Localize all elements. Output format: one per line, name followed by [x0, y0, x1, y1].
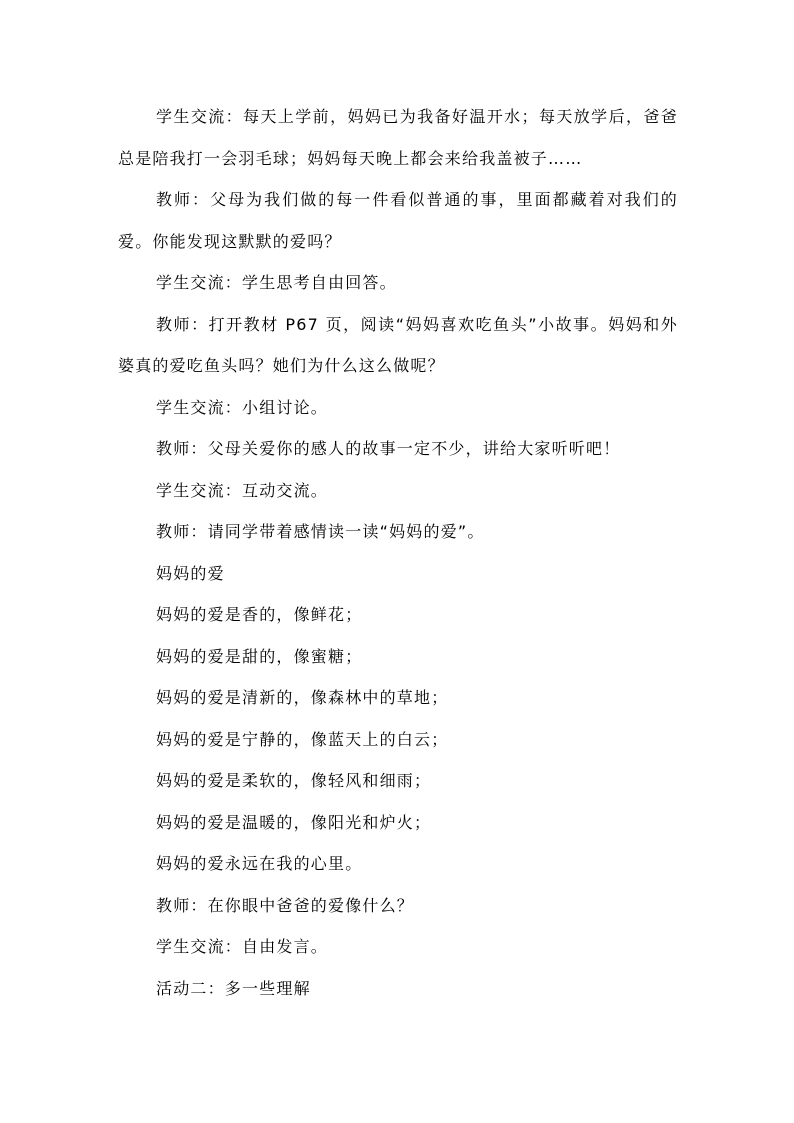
- paragraph-student-exchange-1: 学生交流：每天上学前，妈妈已为我备好温开水；每天放学后，爸爸总是陪我打一会羽毛球；妈妈每天晚上都会来给我盖被子……: [118, 107, 678, 168]
- poem-line-4: 妈妈的爱是宁静的，像蓝天上的白云；: [156, 729, 449, 749]
- paragraph-student-exchange-2: 学生交流：学生思考自由回答。: [156, 273, 397, 292]
- paragraph-student-exchange-4: 学生交流：互动交流。: [156, 480, 329, 500]
- paragraph-teacher-1: 教师：父母为我们做的每一件看似普通的事，里面都藏着对我们的爱。你能发现这默默的爱吗？: [118, 190, 678, 251]
- paragraph-teacher-4: 教师：请同学带着感情读一读“妈妈的爱”。: [156, 522, 485, 541]
- paragraph-teacher-2: 教师：打开教材 P67 页，阅读“妈妈喜欢吃鱼头”小故事。妈妈和外婆真的爱吃鱼头吗？她们为什么这么做呢？: [118, 314, 678, 375]
- poem-line-1: 妈妈的爱是香的，像鲜花；: [156, 605, 363, 624]
- activity-heading: 活动二：多一些理解: [156, 978, 311, 998]
- poem-line-7: 妈妈的爱永远在我的心里。: [156, 854, 363, 873]
- paragraph-teacher-3: 教师：父母关爱你的感人的故事一定不少，讲给大家听听吧！: [156, 439, 621, 458]
- paragraph-teacher-5: 教师：在你眼中爸爸的爱像什么？: [156, 895, 415, 915]
- paragraph-student-exchange-3: 学生交流：小组讨论。: [156, 397, 329, 417]
- poem-line-3: 妈妈的爱是清新的，像森林中的草地；: [156, 688, 449, 707]
- poem-line-2: 妈妈的爱是甜的，像蜜糖；: [156, 646, 363, 666]
- paragraph-student-exchange-5: 学生交流：自由发言。: [156, 937, 329, 956]
- poem-line-6: 妈妈的爱是温暖的，像阳光和炉火；: [156, 812, 432, 832]
- poem-title: 妈妈的爱: [156, 563, 225, 583]
- poem-line-5: 妈妈的爱是柔软的，像轻风和细雨；: [156, 771, 432, 790]
- document-body: [118, 96, 678, 1009]
